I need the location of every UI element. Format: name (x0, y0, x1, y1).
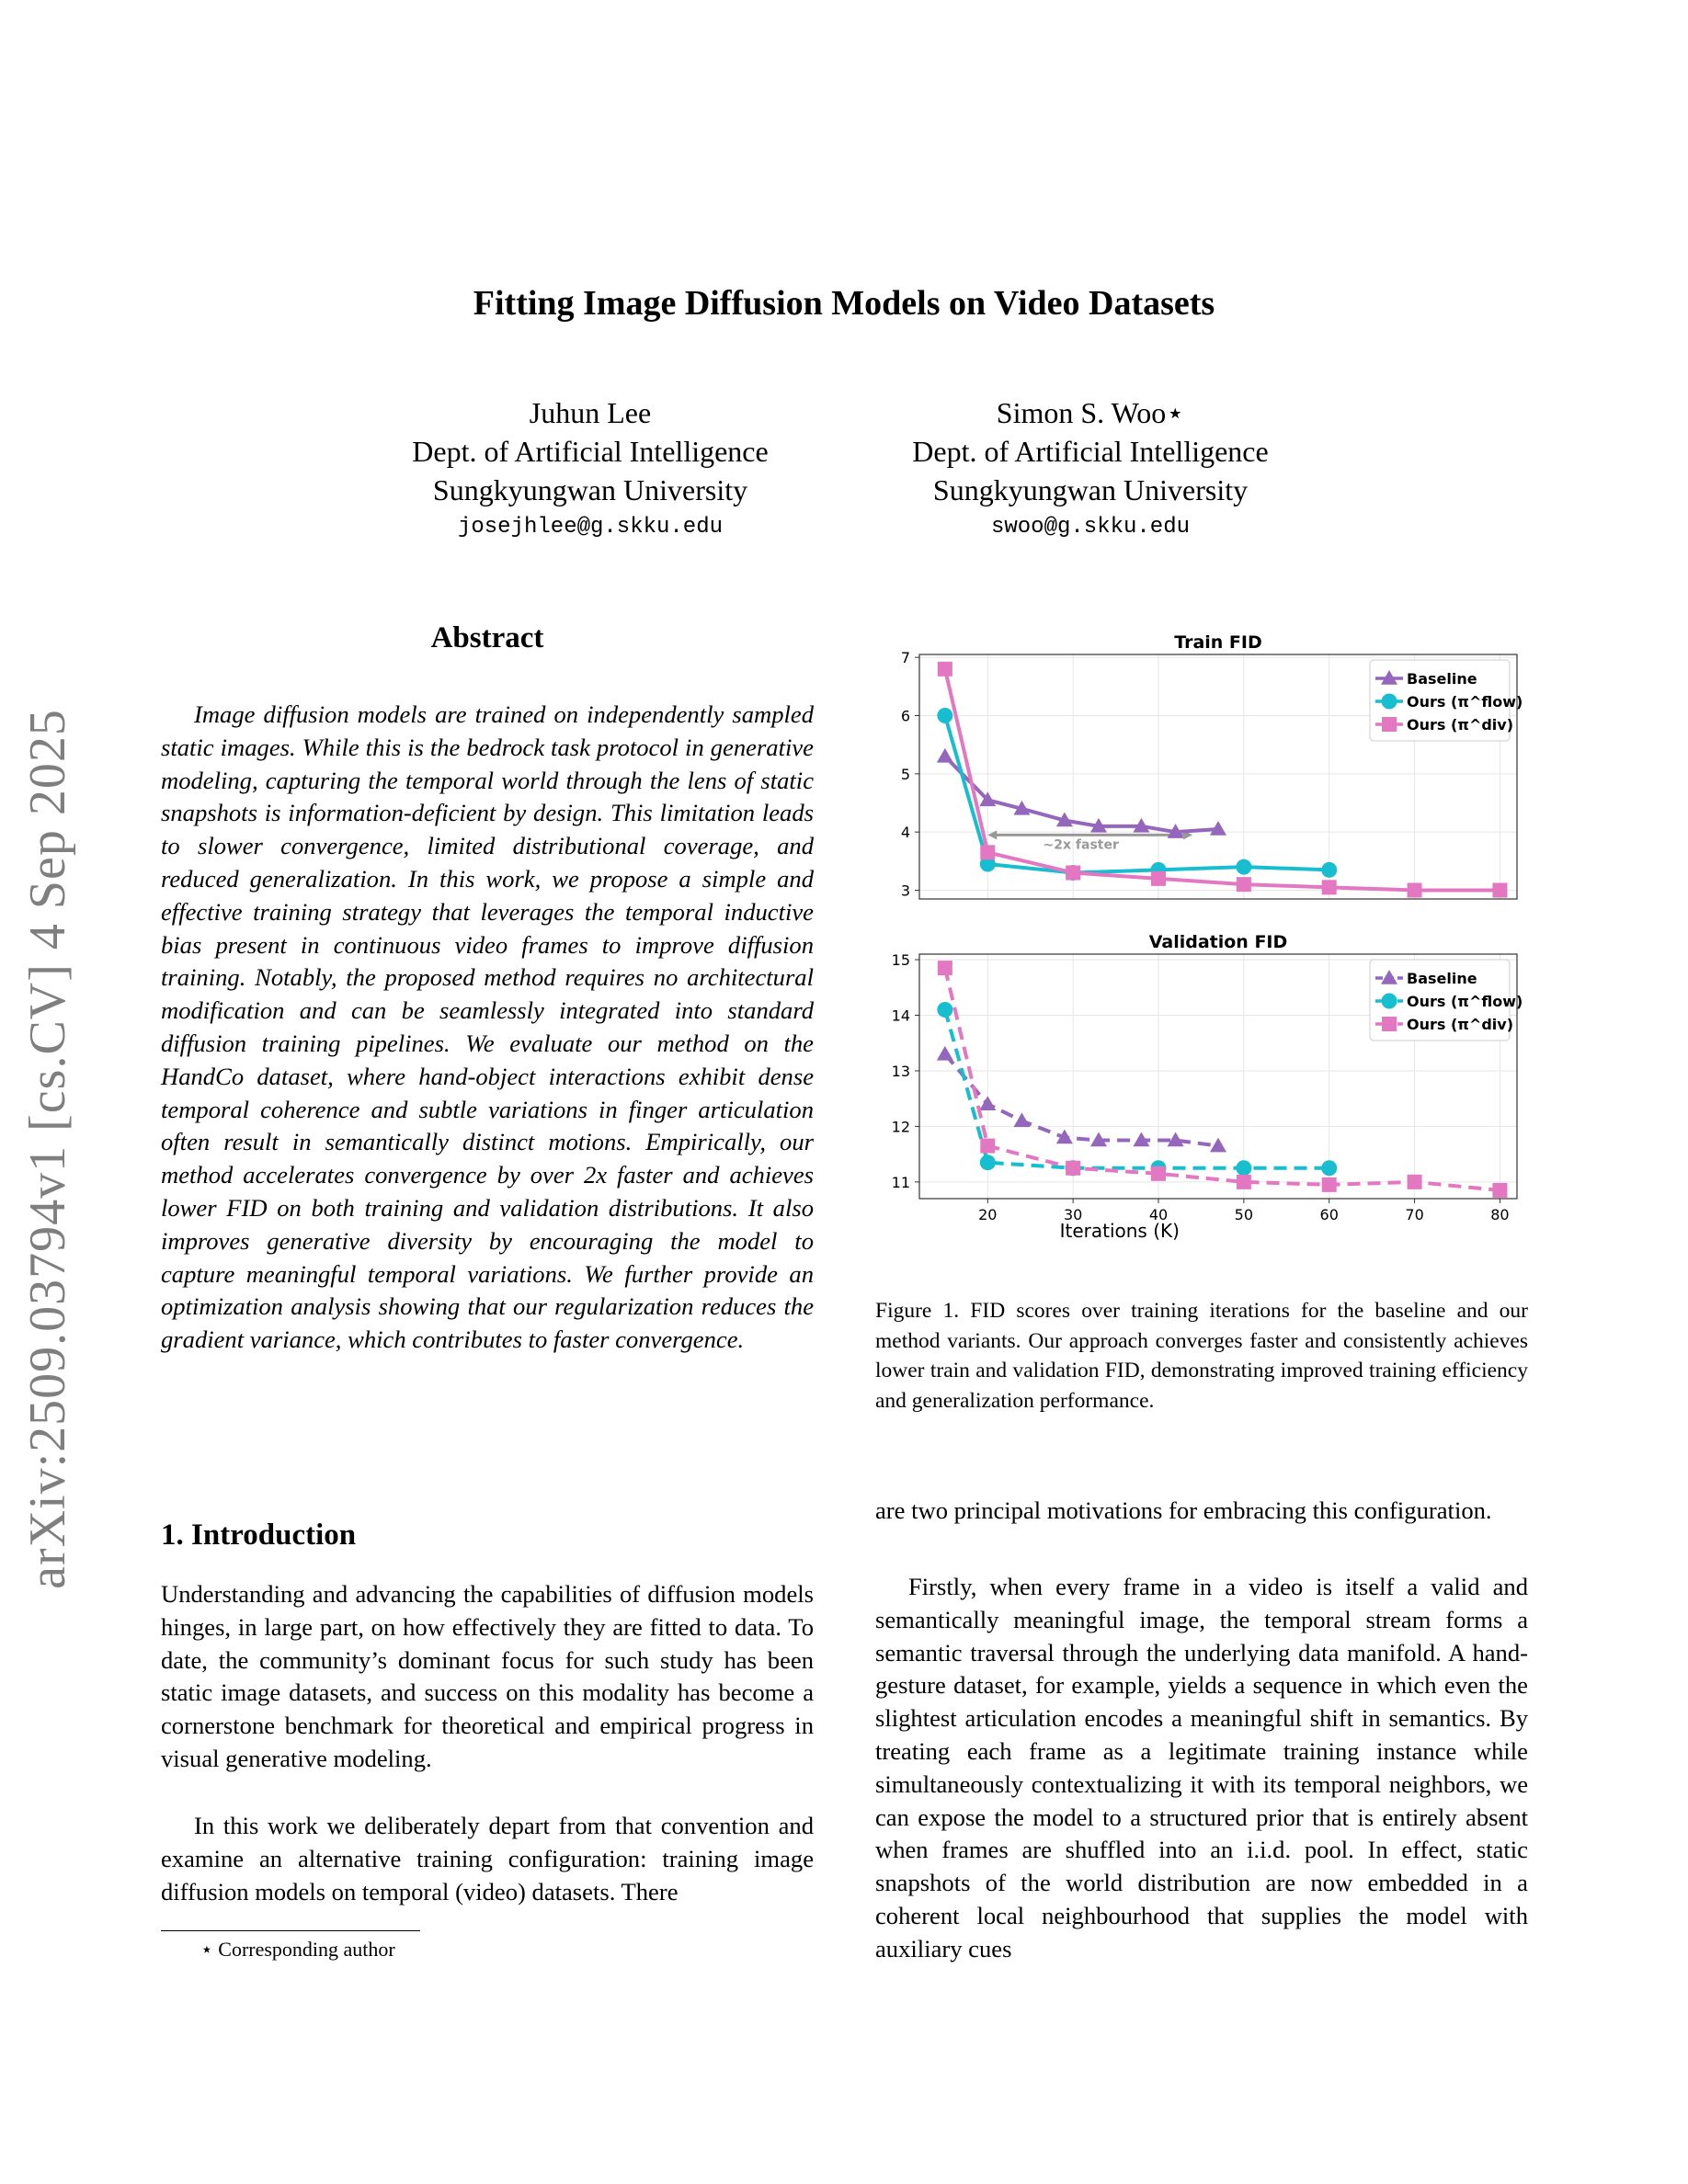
legend-marker (1382, 694, 1397, 710)
data-point (980, 845, 995, 859)
data-point (1013, 1112, 1030, 1127)
validation-fid-chart (892, 932, 1523, 1242)
series-line (945, 716, 1329, 873)
author-block-2 (879, 393, 1302, 546)
data-point (1237, 877, 1251, 892)
arxiv-stamp: arXiv:2509.03794v1 [cs.CV] 4 Sep 2025 (19, 709, 76, 1589)
author-dept: Dept. of Artificial Intelligence (412, 435, 769, 468)
train-fid-chart (901, 632, 1523, 900)
x-tick-label: 30 (1063, 1206, 1083, 1223)
x-tick-label: 80 (1490, 1206, 1510, 1223)
legend-marker (1382, 1017, 1397, 1031)
data-point (1210, 1138, 1226, 1153)
data-point (1151, 1166, 1166, 1181)
figure-caption: Figure 1. FID scores over training iterations for the baseline and our method variants. Our approach converges faster and consistently achieves lower train and validation FID, demonstrating improved training efficiency and generalization performance. (875, 1299, 1528, 1413)
data-point (1066, 866, 1080, 881)
legend-marker (1382, 717, 1397, 732)
annotation-label: ~2x faster (1043, 837, 1119, 853)
data-point (1236, 859, 1251, 875)
intro-paragraph-1: Understanding and advancing the capabilities of diffusion models hinges, in large part, on how effectively they are fitted to data. To date, the community’s dominant focus for such study has been static image datasets, and success on this modality has become a cornerstone benchmark for theoretical and empirical progress in visual generative modeling. (161, 1580, 814, 1772)
legend-label: Ours (π^flow) (1407, 993, 1523, 1010)
data-point (1236, 1160, 1251, 1176)
data-point (938, 662, 952, 677)
data-point (1237, 1175, 1251, 1189)
right-paragraph-2: Firstly, when every frame in a video is itself a valid and semantically meaningful image, the temporal stream forms a semantic traversal through the underlying data manifold. A hand-gesture dataset, for example, yields a sequence in which even the slightest articulation encodes a meaningful shift in semantics. By treating each frame as a legitimate training instance while simultaneously contextualizing it with its temporal neighbors, we can expose the model to a structured prior that is entirely absent when frames are shuffled into an i.i.d. pool. In effect, static snapshots of the world distribution are now embedded in a coherent local neighbourhood that supplies the model with auxiliary cues (875, 1573, 1528, 1962)
figure-1 (864, 625, 1526, 1268)
y-tick-label: 7 (900, 649, 910, 667)
y-tick-label: 12 (891, 1118, 910, 1136)
author-univ: Sungkyungwan University (432, 473, 748, 506)
data-point (938, 961, 952, 975)
x-tick-label: 20 (978, 1206, 998, 1223)
data-point (980, 1139, 995, 1154)
data-point (1322, 1177, 1337, 1192)
series-line (945, 756, 1218, 832)
legend-marker (1382, 994, 1397, 1009)
footnote: ⋆ Corresponding author (200, 1938, 395, 1961)
author-dept: Dept. of Artificial Intelligence (912, 435, 1269, 468)
paper-title: Fitting Image Diffusion Models on Video Datasets (473, 284, 1215, 323)
y-tick-label: 5 (900, 765, 910, 783)
intro-paragraph-2: In this work we deliberately depart from that convention and examine an alternative training configuration: training image diffusion models on temporal (video) datasets. There (161, 1812, 814, 1905)
y-tick-label: 3 (900, 882, 910, 900)
data-point (1321, 862, 1337, 878)
data-point (1492, 883, 1507, 898)
data-point (937, 1002, 952, 1018)
y-tick-label: 6 (900, 707, 910, 725)
data-point (937, 1046, 953, 1061)
legend-label: Ours (π^flow) (1407, 693, 1523, 711)
data-point (937, 708, 952, 723)
author-block-1 (379, 393, 802, 546)
abstract-heading: Abstract (430, 621, 544, 654)
legend-label: Ours (π^div) (1407, 1016, 1514, 1033)
chart-title: Train FID (1174, 632, 1262, 653)
data-point (1322, 880, 1337, 894)
data-point (1321, 1160, 1337, 1176)
x-tick-label: 40 (1148, 1206, 1169, 1223)
data-point (1151, 871, 1166, 886)
y-tick-label: 13 (891, 1062, 910, 1080)
data-point (1492, 1183, 1507, 1198)
legend-label: Baseline (1407, 670, 1477, 688)
x-tick-label: 60 (1319, 1206, 1339, 1223)
data-point (1408, 883, 1422, 898)
right-paragraph-1: are two principal motivations for embracing this configuration. (875, 1496, 1492, 1524)
y-tick-label: 14 (891, 1007, 910, 1025)
author-name: Simon S. Woo⋆ (996, 396, 1185, 429)
y-tick-label: 4 (900, 824, 910, 842)
data-point (1408, 1175, 1422, 1189)
y-tick-label: 15 (891, 951, 910, 970)
author-name: Juhun Lee (529, 396, 652, 429)
abstract-text: Image diffusion models are trained on independently sampled static images. While this is the bedrock task protocol in generative modeling, capturing the temporal world through the lens of static snapshots is information-deficient by design. This limitation leads to slower convergence, limited distributional coverage, and reduced generalization. In this work, we propose a simple and effective training strategy that leverages the temporal inductive bias present in continuous video frames to improve diffusion training. Notably, the proposed method requires no architectural modification and can be seamlessly integrated into standard diffusion training pipelines. We evaluate our method on the HandCo dataset, where hand-object interactions exhibit dense temporal coherence and subtle variations in finger articulation often result in semantically distinct motions. Empirically, our method accelerates convergence by over 2x faster and achieves lower FID on both training and validation distributions. It also improves generative diversity by encouraging the model to capture meaningful temporal variations. We further provide an optimization analysis showing that our regularization reduces the gradient variance, which contributes to faster convergence. (161, 700, 814, 1354)
legend-label: Baseline (1407, 970, 1477, 987)
x-tick-label: 50 (1234, 1206, 1254, 1223)
x-axis-label: Iterations (K) (1059, 1220, 1180, 1242)
legend-label: Ours (π^div) (1407, 716, 1514, 734)
x-tick-label: 70 (1405, 1206, 1424, 1223)
author-univ: Sungkyungwan University (932, 473, 1249, 506)
author-email[interactable]: swoo@g.skku.edu (990, 515, 1191, 540)
author-email[interactable]: josejhlee@g.skku.edu (457, 515, 724, 540)
data-point (980, 1155, 996, 1170)
data-point (979, 1096, 996, 1110)
footnote-rule (161, 1930, 420, 1931)
section-heading-introduction: 1. Introduction (161, 1519, 357, 1552)
chart-title: Validation FID (1148, 932, 1288, 952)
data-point (1066, 1161, 1080, 1176)
y-tick-label: 11 (891, 1173, 910, 1191)
data-point (937, 748, 953, 763)
